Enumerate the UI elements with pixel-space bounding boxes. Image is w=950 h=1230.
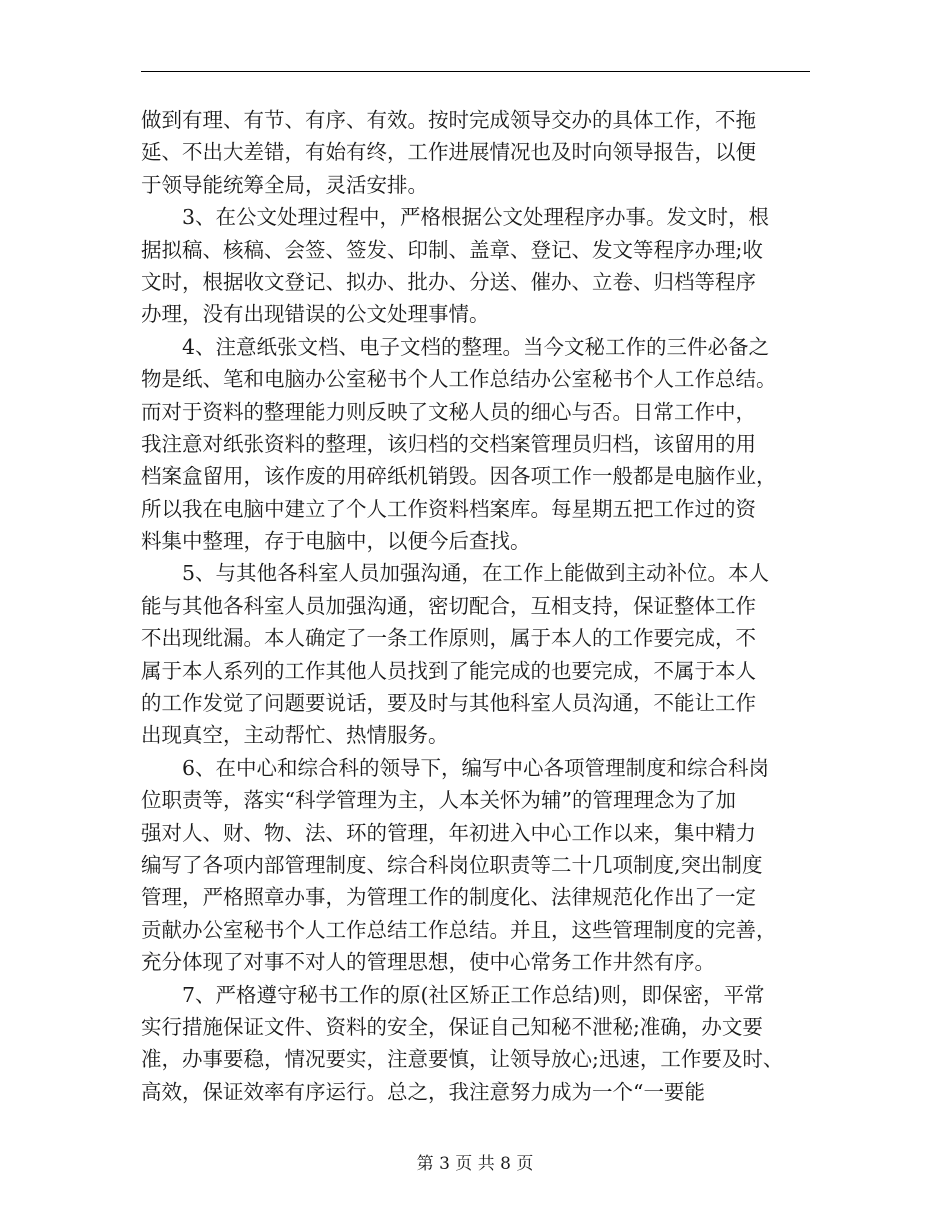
- text-line: 我注意对纸张资料的整理，该归档的交档案管理员归档，该留用的用: [141, 431, 756, 456]
- text-line: 属于本人系列的工作其他人员找到了能完成的也要完成，不属于本人: [141, 658, 756, 683]
- text-line: 物是纸、笔和电脑办公室秘书个人工作总结办公室秘书个人工作总结。: [141, 367, 777, 392]
- text-line: 高效，保证效率有序运行。总之，我注意努力成为一个“一要能: [141, 1079, 705, 1104]
- text-line: 而对于资料的整理能力则反映了文秘人员的细心与否。日常工作中，: [141, 399, 756, 424]
- header-rule: [141, 71, 810, 72]
- text-line: 5、与其他各科室人员加强沟通，在工作上能做到主动补位。本人: [141, 561, 770, 586]
- text-line: 所以我在电脑中建立了个人工作资料档案库。每星期五把工作过的资: [141, 496, 756, 521]
- text-line: 编写了各项内部管理制度、综合科岗位职责等二十几项制度,突出制度: [141, 852, 763, 877]
- text-line: 能与其他各科室人员加强沟通，密切配合，互相支持，保证整体工作: [141, 593, 756, 618]
- text-line: 延、不出大差错，有始有终，工作进展情况也及时向领导报告，以便: [141, 140, 756, 165]
- text-line: 3、在公文处理过程中，严格根据公文处理程序办事。发文时，根: [141, 205, 770, 230]
- text-line: 据拟稿、核稿、会签、签发、印制、盖章、登记、发文等程序办理;收: [141, 237, 763, 262]
- text-line: 实行措施保证文件、资料的安全，保证自己知秘不泄秘;准确，办文要: [141, 1014, 763, 1039]
- text-line: 充分体现了对事不对人的管理思想，使中心常务工作井然有序。: [141, 950, 715, 975]
- body-text: [141, 104, 821, 1108]
- text-line: 档案盒留用，该作废的用碎纸机销毁。因各项工作一般都是电脑作业，: [141, 464, 777, 489]
- page-footer: 第 3 页 共 8 页: [416, 1154, 534, 1174]
- text-line: 7、严格遵守秘书工作的原(社区矫正工作总结)则，即保密，平常: [141, 982, 765, 1007]
- text-line: 文时，根据收文登记、拟办、批办、分送、催办、立卷、归档等程序: [141, 269, 756, 294]
- text-line: 强对人、财、物、法、环的管理，年初进入中心工作以来，集中精力: [141, 820, 756, 845]
- text-line: 6、在中心和综合科的领导下，编写中心各项管理制度和综合科岗: [141, 755, 770, 780]
- text-line: 于领导能统筹全局，灵活安排。: [141, 172, 428, 197]
- text-line: 做到有理、有节、有序、有效。按时完成领导交办的具体工作，不拖: [141, 108, 756, 132]
- text-line: 贡献办公室秘书个人工作总结工作总结。并且，这些管理制度的完善，: [141, 917, 777, 942]
- text-line: 位职责等，落实“科学管理为主，人本关怀为辅”的管理理念为了加: [141, 788, 736, 813]
- text-line: 料集中整理，存于电脑中，以便今后查找。: [141, 529, 531, 554]
- text-line: 办理，没有出现错误的公文处理事情。: [141, 302, 490, 327]
- text-line: 4、注意纸张文档、电子文档的整理。当今文秘工作的三件必备之: [141, 334, 770, 359]
- text-line: 的工作发觉了问题要说话，要及时与其他科室人员沟通，不能让工作: [141, 691, 756, 716]
- text-line: 不出现纰漏。本人确定了一条工作原则，属于本人的工作要完成，不: [141, 626, 756, 651]
- text-line: 准，办事要稳，情况要实，注意要慎，让领导放心;迅速，工作要及时、: [141, 1047, 784, 1072]
- text-line: 出现真空，主动帮忙、热情服务。: [141, 723, 449, 748]
- text-line: 管理，严格照章办事，为管理工作的制度化、法律规范化作出了一定: [141, 885, 756, 910]
